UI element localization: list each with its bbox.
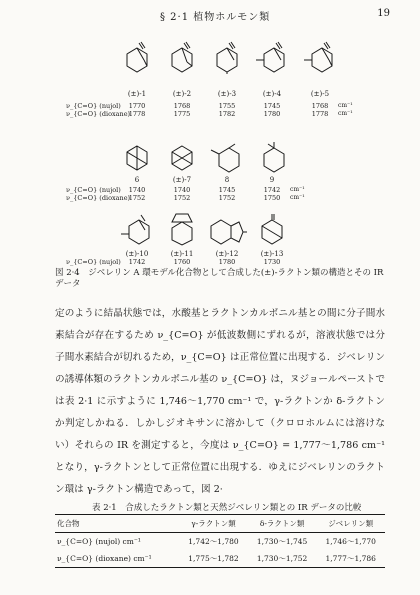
ir-label-nujol: ν_{C=O} (nujol): [66, 102, 121, 110]
table-title: 表 2·1 合成したラクトン類と天然ジベレリン類との IR データの比較: [92, 503, 362, 513]
ir-values: 1740 1752: [173, 186, 191, 202]
table-cell: 1,775〜1,782: [188, 554, 239, 563]
ir-values: 1770 1778: [128, 102, 146, 118]
compound-label: (±)-1: [127, 90, 147, 98]
compound-label: (±)-11: [170, 250, 194, 258]
ir-label-nujol: ν_{C=O} (nujol): [66, 186, 121, 194]
body-paragraph: 定のように結晶状態では，水酸基とラクトンカルボニル基との間に分子間水素結合が存在するため ν_{C=O} が低波数側にずれるが，溶液状態では分子間水素結合が切れるため，ν_{C=O} は正常位置に出現する．ジベレリンの誘導体類のラクトンカルボニル基の ν_{C=O} は，ヌジョールペーストでは表 2·1 に示すように 1,746〜1,770 cm⁻¹ で，γ-ラクトンか δ-ラクトンか判定しかねる．しかしジオキサンに溶かして（クロロホルムには溶けない）それらの IR を測定すると，今度は ν_{C=O} = 1,777〜1,786 cm⁻¹ となり，γ-ラクトンとして正常位置に出現する．ゆえにジベレリンのラクトン環は γ-ラクトン構造であって，図 2·: [55, 308, 385, 495]
page-number: 19: [377, 8, 390, 19]
ir-unit: cm⁻¹ cm⁻¹: [338, 102, 353, 117]
structure-8: [207, 140, 247, 174]
table-cell: 1,746〜1,770: [325, 537, 376, 546]
compound-label: (±)-13: [260, 250, 284, 258]
compound-label: (±)-10: [125, 250, 149, 258]
table-row: [55, 550, 385, 568]
table-cell: 1,777〜1,786: [325, 554, 376, 563]
structure-4: [252, 40, 292, 74]
compound-label: (±)-5: [310, 90, 330, 98]
structure-2: [162, 40, 202, 74]
table-header-cell: δ-ラクトン類: [259, 519, 305, 528]
table-cell: ν_{C=O} (dioxane) cm⁻¹: [57, 554, 152, 563]
compound-label: (±)-12: [215, 250, 239, 258]
compound-label: 6: [134, 176, 140, 184]
ir-label-dioxane: ν_{C=O} (dioxane): [66, 194, 131, 202]
structure-12: [207, 212, 247, 246]
table-header-cell: 化合物: [57, 519, 80, 528]
table-cell: 1,742〜1,780: [188, 537, 239, 546]
ir-values: 1740 1752: [128, 186, 146, 202]
ir-values: 1768 1778: [311, 102, 329, 118]
compound-label: 8: [224, 176, 230, 184]
ir-values: 1755 1782: [218, 102, 236, 118]
structure-10: [117, 212, 157, 246]
structure-1: [117, 40, 157, 74]
ir-label-nujol: ν_{C=O} (nujol): [66, 258, 121, 266]
structure-11: [162, 212, 202, 246]
structure-9: [252, 140, 292, 174]
compound-label: (±)-4: [262, 90, 282, 98]
ir-value-nujol: 1780: [218, 258, 236, 266]
ir-value-nujol: 1742: [128, 258, 146, 266]
ir-value-nujol: 1760: [173, 258, 191, 266]
ir-values: 1745 1780: [263, 102, 281, 118]
compound-label: 9: [269, 176, 275, 184]
figure-caption: 図 2·4 ジベレリン A 環モデル化合物として合成した(±)-ラクトン類の構造とその IR データ: [55, 268, 384, 289]
table-cell: ν_{C=O} (nujol) cm⁻¹: [57, 537, 141, 546]
ir-values: 1768 1775: [173, 102, 191, 118]
ir-values: 1745 1752: [218, 186, 236, 202]
table-header-cell: ジベレリン類: [328, 519, 374, 528]
running-header-section: § 2·1 植物ホルモン類: [160, 12, 271, 23]
structure-5: [300, 40, 340, 74]
ir-label-dioxane: ν_{C=O} (dioxane): [66, 110, 131, 118]
structure-3: [207, 40, 247, 74]
structure-13: [252, 212, 292, 246]
compound-label: (±)-2: [172, 90, 192, 98]
table-cell: 1,730〜1,745: [256, 537, 308, 546]
table-row: [55, 533, 385, 551]
ir-values: 1742 1750: [263, 186, 281, 202]
structure-6: [117, 140, 157, 174]
ir-comparison-table: [55, 514, 385, 568]
ir-value-nujol: 1730: [263, 258, 281, 266]
compound-label: (±)-7: [172, 176, 192, 184]
table-header-cell: γ-ラクトン類: [191, 519, 236, 528]
ir-unit: cm⁻¹ cm⁻¹: [290, 186, 305, 201]
table-cell: 1,730〜1,752: [256, 554, 308, 563]
compound-label: (±)-3: [217, 90, 237, 98]
table-header-row: [55, 515, 385, 533]
structure-7: [162, 140, 202, 174]
